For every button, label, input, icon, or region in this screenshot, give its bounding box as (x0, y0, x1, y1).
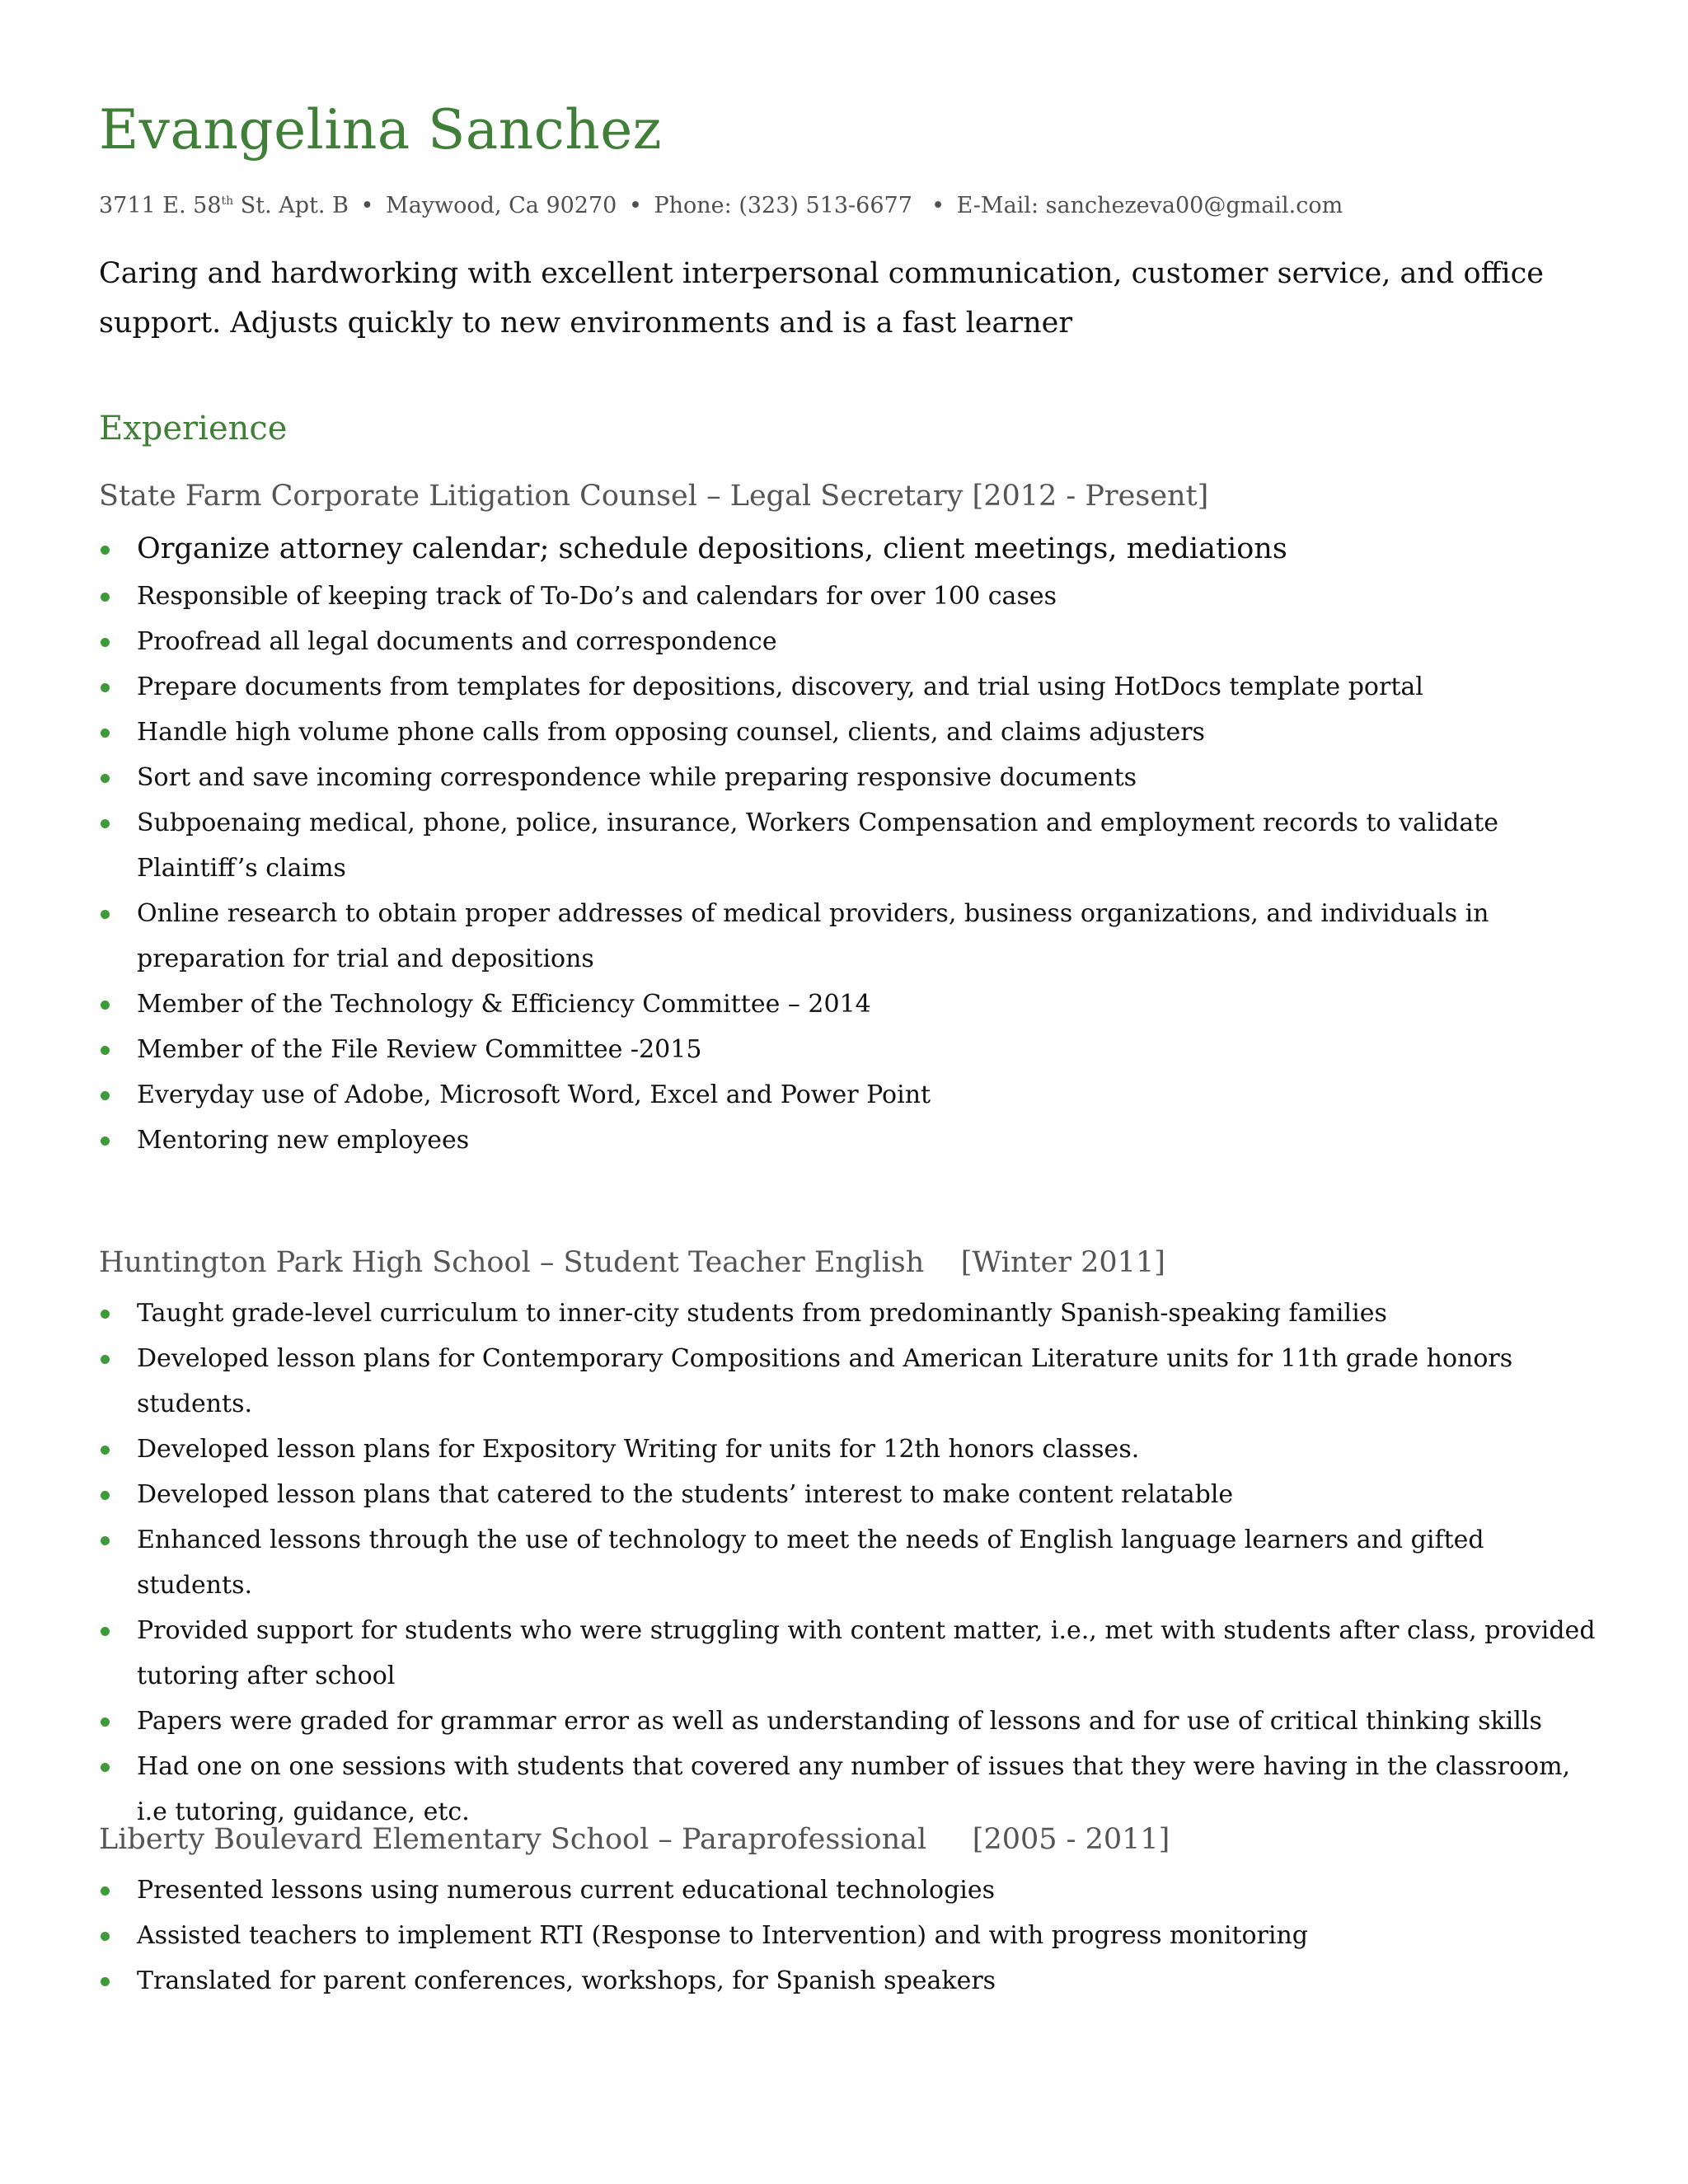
address-city: Maywood, Ca 90270 (386, 193, 617, 218)
list-item: Taught grade-level curriculum to inner-city students from predominantly Spanish-speaking families (99, 1291, 1607, 1336)
address-ordinal-suffix: th (221, 194, 234, 208)
list-item: Developed lesson plans for Contemporary Compositions and American Literature units for 11th grade honors students. (99, 1336, 1607, 1427)
list-item: Enhanced lessons through the use of technology to meet the needs of English language learners and gifted students. (99, 1517, 1607, 1608)
contact-separator: • (931, 193, 945, 218)
job-liberty-boulevard (99, 1820, 1607, 2004)
list-item: Organize attorney calendar; schedule depositions, client meetings, mediations (99, 524, 1607, 574)
list-item: Papers were graded for grammar error as well as understanding of lessons and for use of critical thinking skills (99, 1699, 1607, 1744)
address-street: St. Apt. B (233, 193, 349, 218)
job-heading: State Farm Corporate Litigation Counsel – Legal Secretary [2012 - Present] (99, 480, 1209, 513)
job-state-farm (99, 476, 1607, 1163)
address-street-number: 3711 E. 58 (99, 193, 222, 218)
list-item: Prepare documents from templates for depositions, discovery, and trial using HotDocs template portal (99, 664, 1607, 710)
job-duties-list (99, 1291, 1607, 1835)
list-item: Presented lessons using numerous current educational technologies (99, 1868, 1607, 1913)
list-item: Developed lesson plans for Expository Writing for units for 12th honors classes. (99, 1427, 1607, 1472)
list-item: Translated for parent conferences, workshops, for Spanish speakers (99, 1958, 1607, 2004)
list-item: Assisted teachers to implement RTI (Response to Intervention) and with progress monitoring (99, 1913, 1607, 1958)
list-item: Had one on one sessions with students that covered any number of issues that they were having in the classroom, i.e tutoring, guidance, etc. (99, 1744, 1607, 1835)
list-item: Proofread all legal documents and correspondence (99, 619, 1607, 664)
phone-number: Phone: (323) 513-6677 (654, 193, 912, 218)
candidate-name: Evangelina Sanchez (99, 98, 663, 162)
contact-separator: • (360, 193, 374, 218)
list-item: Developed lesson plans that catered to the students’ interest to make content relatable (99, 1472, 1607, 1517)
job-heading: Huntington Park High School – Student Teacher English [Winter 2011] (99, 1246, 1165, 1279)
list-item: Provided support for students who were struggling with content matter, i.e., met with students after class, provided tutoring after school (99, 1608, 1607, 1699)
email-address: E-Mail: sanchezeva00@gmail.com (956, 193, 1343, 218)
list-item: Handle high volume phone calls from opposing counsel, clients, and claims adjusters (99, 710, 1607, 755)
list-item: Responsible of keeping track of To-Do’s and calendars for over 100 cases (99, 574, 1607, 619)
list-item: Member of the File Review Committee -2015 (99, 1027, 1607, 1072)
job-duties-list (99, 1868, 1607, 2004)
professional-summary: Caring and hardworking with excellent interpersonal communication, customer service, and office support. Adjusts quickly to new environments and is a fast learner (99, 257, 1544, 340)
job-duties-list (99, 524, 1607, 1163)
list-item: Member of the Technology & Efficiency Committee – 2014 (99, 982, 1607, 1027)
job-heading: Liberty Boulevard Elementary School – Paraprofessional [2005 - 2011] (99, 1823, 1170, 1856)
list-item: Online research to obtain proper addresses of medical providers, business organizations, and individuals in preparation for trial and depositions (99, 891, 1607, 982)
list-item: Sort and save incoming correspondence while preparing responsive documents (99, 755, 1607, 800)
contact-separator: • (628, 193, 642, 218)
job-huntington-park (99, 1243, 1607, 1835)
list-item: Everyday use of Adobe, Microsoft Word, Excel and Power Point (99, 1072, 1607, 1118)
list-item: Mentoring new employees (99, 1118, 1607, 1163)
list-item: Subpoenaing medical, phone, police, insurance, Workers Compensation and employment records to validate Plaintiff’s claims (99, 800, 1607, 891)
experience-section-title: Experience (99, 410, 288, 448)
contact-line (99, 186, 1343, 221)
